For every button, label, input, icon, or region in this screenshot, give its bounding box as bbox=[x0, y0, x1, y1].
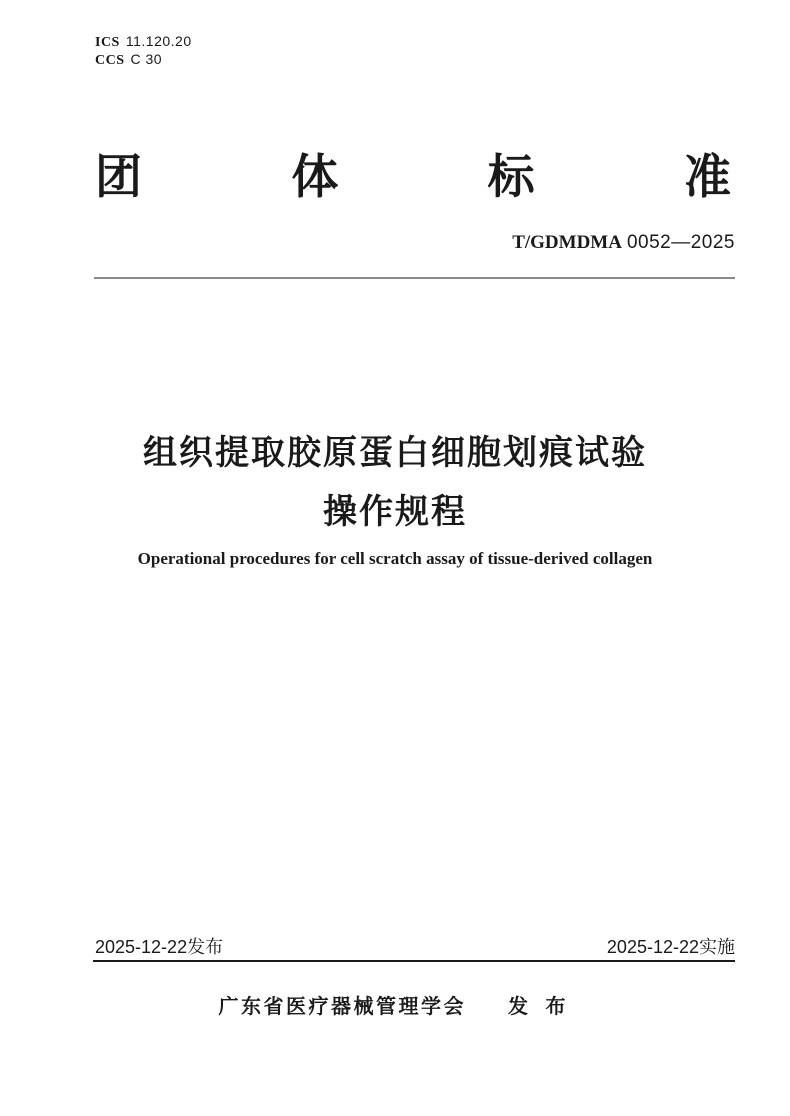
top-divider-rule bbox=[94, 277, 735, 279]
classification-codes bbox=[95, 33, 192, 69]
implementation-date bbox=[607, 933, 735, 959]
publisher-name: 广东省医疗器械管理学会 bbox=[218, 996, 466, 1018]
doc-type-char: 准 bbox=[683, 150, 731, 203]
main-title-line1: 组织提取胶原蛋白细胞划痕试验 bbox=[143, 434, 647, 472]
doc-type-char: 标 bbox=[487, 150, 535, 203]
ccs-label: CCS bbox=[95, 53, 125, 68]
issue-date-value: 2025-12-22 bbox=[95, 937, 188, 957]
publisher-line bbox=[0, 990, 790, 1019]
implementation-date-value: 2025-12-22 bbox=[606, 937, 699, 957]
ccs-line bbox=[95, 51, 192, 69]
doc-type-title bbox=[95, 150, 731, 204]
doc-type-char: 团 bbox=[95, 150, 142, 203]
main-title bbox=[0, 424, 790, 542]
ics-label: ICS bbox=[95, 35, 120, 50]
publish-action-label: 发 布 bbox=[507, 996, 572, 1018]
bottom-divider-rule bbox=[93, 960, 735, 962]
issue-date bbox=[95, 933, 223, 959]
standard-number-prefix: T/GDMDMA bbox=[512, 232, 622, 253]
dates-row bbox=[95, 933, 735, 959]
standard-number-digits: 0052—2025 bbox=[626, 232, 735, 253]
main-title-line2: 操作规程 bbox=[323, 493, 467, 531]
doc-type-char: 体 bbox=[291, 150, 339, 203]
implementation-date-label: 实施 bbox=[699, 937, 735, 957]
standard-number bbox=[512, 232, 735, 254]
english-title: Operational procedures for cell scratch assay of tissue-derived collagen bbox=[137, 549, 653, 568]
issue-date-label: 发布 bbox=[187, 937, 224, 957]
ics-line bbox=[95, 33, 192, 51]
ics-value: 11.120.20 bbox=[125, 33, 192, 49]
ccs-value: C 30 bbox=[130, 51, 163, 67]
